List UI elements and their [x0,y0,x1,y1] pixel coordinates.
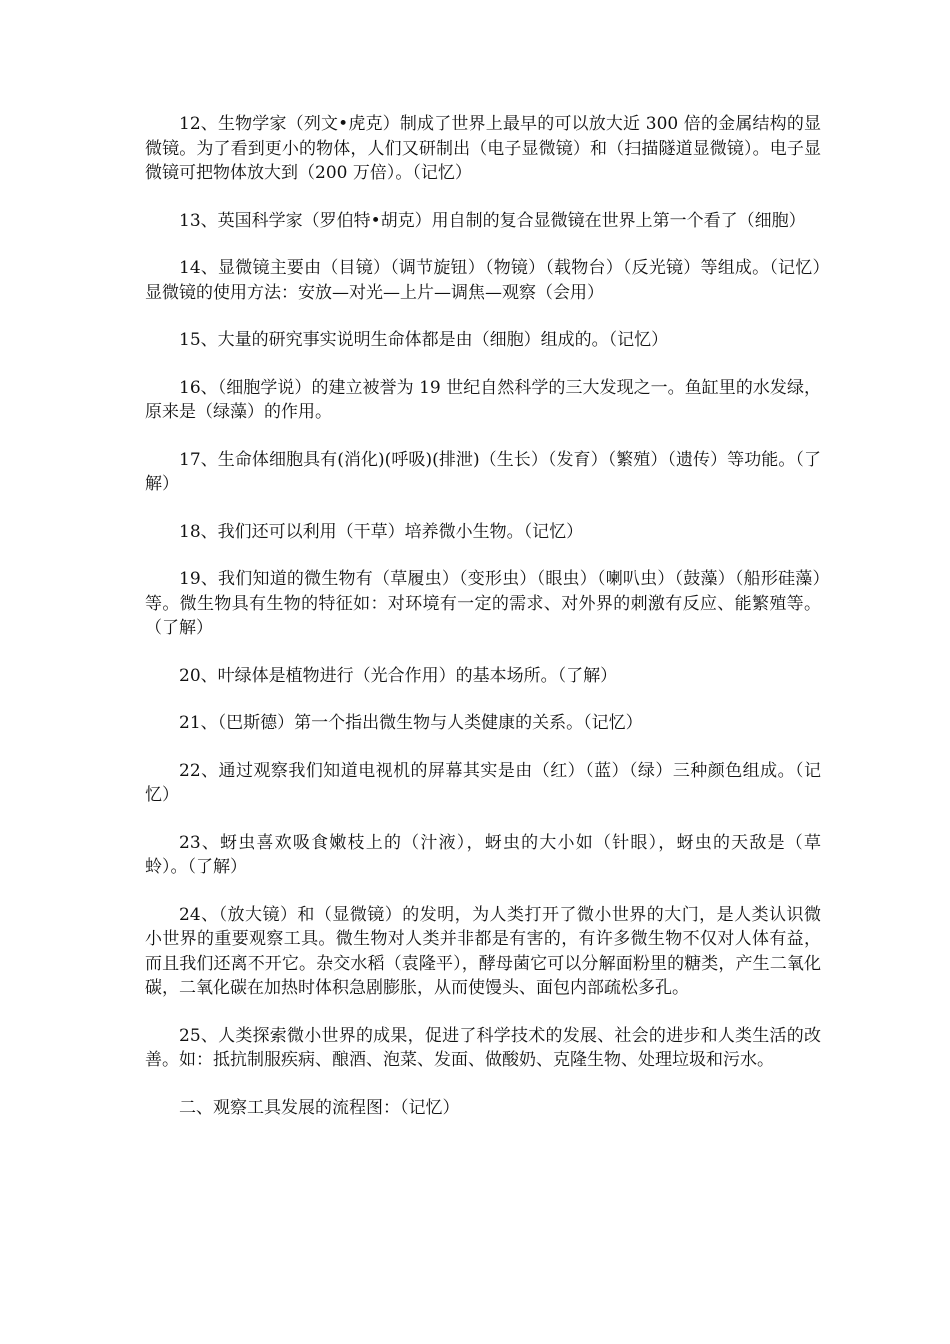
paragraph-14: 14、显微镜主要由（目镜）（调节旋钮）（物镜）（载物台）（反光镜）等组成。（记忆）显微镜的使用方法：安放—对光—上片—调焦—观察（会用） [145,258,821,303]
paragraph-24: 24、（放大镜）和（显微镜）的发明，为人类打开了微小世界的大门，是人类认识微小世界的重要观察工具。微生物对人类并非都是有害的，有许多微生物不仅对人体有益，而且我们还离不开它。杂交水稻（袁隆平），酵母菌它可以分解面粉里的糖类，产生二氧化碳，二氧化碳在加热时体积急剧膨胀，从而使馒头、面包内部疏松多孔。 [145,904,821,998]
paragraph-15: 15、大量的研究事实说明生命体都是由（细胞）组成的。（记忆） [179,330,669,350]
paragraph-21: 21、（巴斯德）第一个指出微生物与人类健康的关系。（记忆） [179,713,643,733]
paragraph-23: 23、蚜虫喜欢吸食嫩枝上的（汁液），蚜虫的大小如（针眼），蚜虫的天敌是（草蛉）。（了解） [145,832,821,877]
section-heading-flowchart: 二、观察工具发展的流程图：（记忆） [179,1097,460,1118]
paragraph-12: 12、生物学家（列文•虎克）制成了世界上最早的可以放大近 300 倍的金属结构的显微镜。为了看到更小的物体，人们又研制出（电子显微镜）和（扫描隧道显微镜）。电子显微镜可把物体放大到（200 万倍）。（记忆） [145,114,821,183]
paragraph-16: 16、（细胞学说）的建立被誉为 19 世纪自然科学的三大发现之一。鱼缸里的水发绿，原来是（绿藻）的作用。 [145,377,821,422]
paragraph-20: 20、叶绿体是植物进行（光合作用）的基本场所。（了解） [179,665,618,686]
document-page [145,112,821,1143]
paragraph-13: 13、英国科学家（罗伯特•胡克）用自制的复合显微镜在世界上第一个看了（细胞） [179,210,806,231]
paragraph-18: 18、我们还可以利用（干草）培养微小生物。（记忆） [179,521,584,542]
paragraph-19: 19、我们知道的微生物有（草履虫）（变形虫）（眼虫）（喇叭虫）（鼓藻）（船形硅藻）等。微生物具有生物的特征如：对环境有一定的需求、对外界的刺激有反应、能繁殖等。（了解） [145,569,821,638]
paragraph-22: 22、通过观察我们知道电视机的屏幕其实是由（红）（蓝）（绿）三种颜色组成。（记忆） [145,760,821,805]
paragraph-17: 17、生命体细胞具有(消化)(呼吸)(排泄)（生长）（发育）（繁殖）（遗传）等功能。（了解） [145,449,821,494]
paragraph-25: 25、人类探索微小世界的成果，促进了科学技术的发展、社会的进步和人类生活的改善。如：抵抗制服疾病、酿酒、泡菜、发面、做酸奶、克隆生物、处理垃圾和污水。 [145,1025,821,1070]
